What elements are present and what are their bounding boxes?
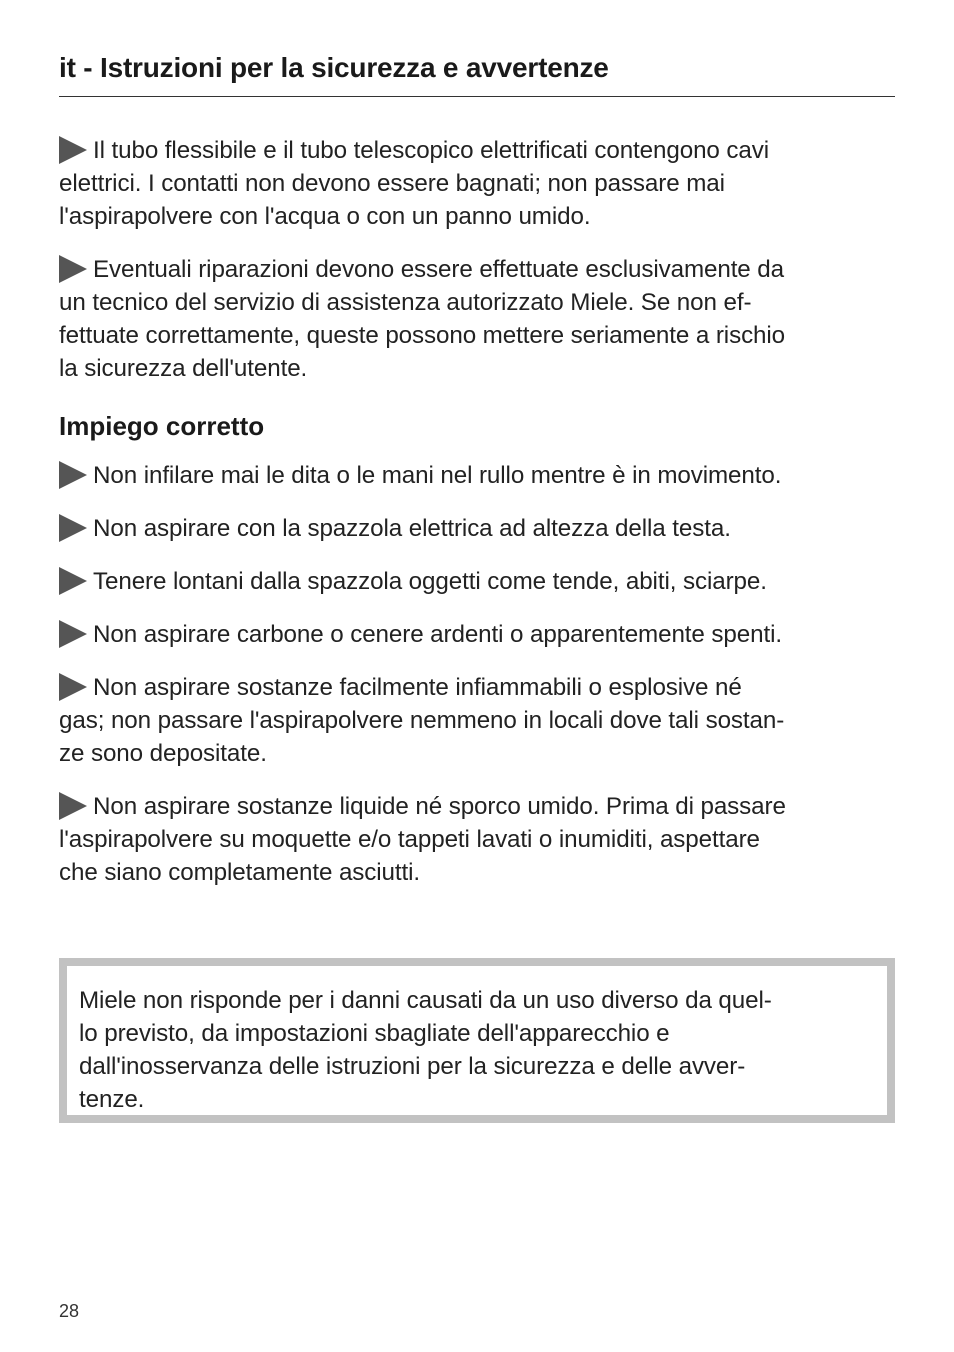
- arrow-bullet-icon: [59, 461, 87, 489]
- usage-item-3: Tenere lontani dalla spazzola oggetti come tende, abiti, sciarpe.: [59, 565, 895, 598]
- section-heading: Impiego corretto: [59, 411, 265, 441]
- page-number: 28: [59, 1301, 80, 1321]
- warning-item-2: Eventuali riparazioni devono essere effettuate esclusivamente da un tecnico del servizio di assistenza autorizzato Miele. Se non ef- fettuate correttamente, queste possono mettere seriamente a rischio la sicurezza dell'utente.: [59, 256, 786, 382]
- usage-item-1: Non infilare mai le dita o le mani nel rullo mentre è in movimento.: [59, 459, 895, 492]
- liability-note-box: [59, 958, 895, 1123]
- arrow-bullet-icon: [59, 792, 87, 820]
- liability-note-text: Miele non risponde per i danni causati da un uso diverso da quel- lo previsto, da impostazioni sbagliate dell'apparecchio e dall'inosservanza delle istruzioni per la sicurezza e delle avver- tenze.: [79, 987, 772, 1113]
- usage-item-4: Non aspirare carbone o cenere ardenti o apparentemente spenti.: [59, 618, 895, 651]
- arrow-bullet-icon: [59, 255, 87, 283]
- page-title: it - Istruzioni per la sicurezza e avvertenze: [59, 52, 609, 83]
- arrow-bullet-icon: [59, 567, 87, 595]
- usage-item-5: Non aspirare sostanze facilmente infiammabili o esplosive né gas; non passare l'aspirapolvere nemmeno in locali dove tali sostan- ze sono depositate.: [59, 674, 785, 767]
- arrow-bullet-icon: [59, 673, 87, 701]
- arrow-bullet-icon: [59, 620, 87, 648]
- usage-item-2: Non aspirare con la spazzola elettrica ad altezza della testa.: [59, 512, 895, 545]
- arrow-bullet-icon: [59, 136, 87, 164]
- arrow-bullet-icon: [59, 514, 87, 542]
- usage-item-6: Non aspirare sostanze liquide né sporco umido. Prima di passare l'aspirapolvere su moquette e/o tappeti lavati o inumiditi, aspettare che siano completamente asciutti.: [59, 793, 786, 886]
- page-content: [59, 134, 895, 909]
- page-header: [59, 50, 895, 97]
- warning-item-1: Il tubo flessibile e il tubo telescopico elettrificati contengono cavi elettrici. I contatti non devono essere bagnati; non passare mai l'aspirapolvere con l'acqua o con un panno umido.: [59, 137, 770, 230]
